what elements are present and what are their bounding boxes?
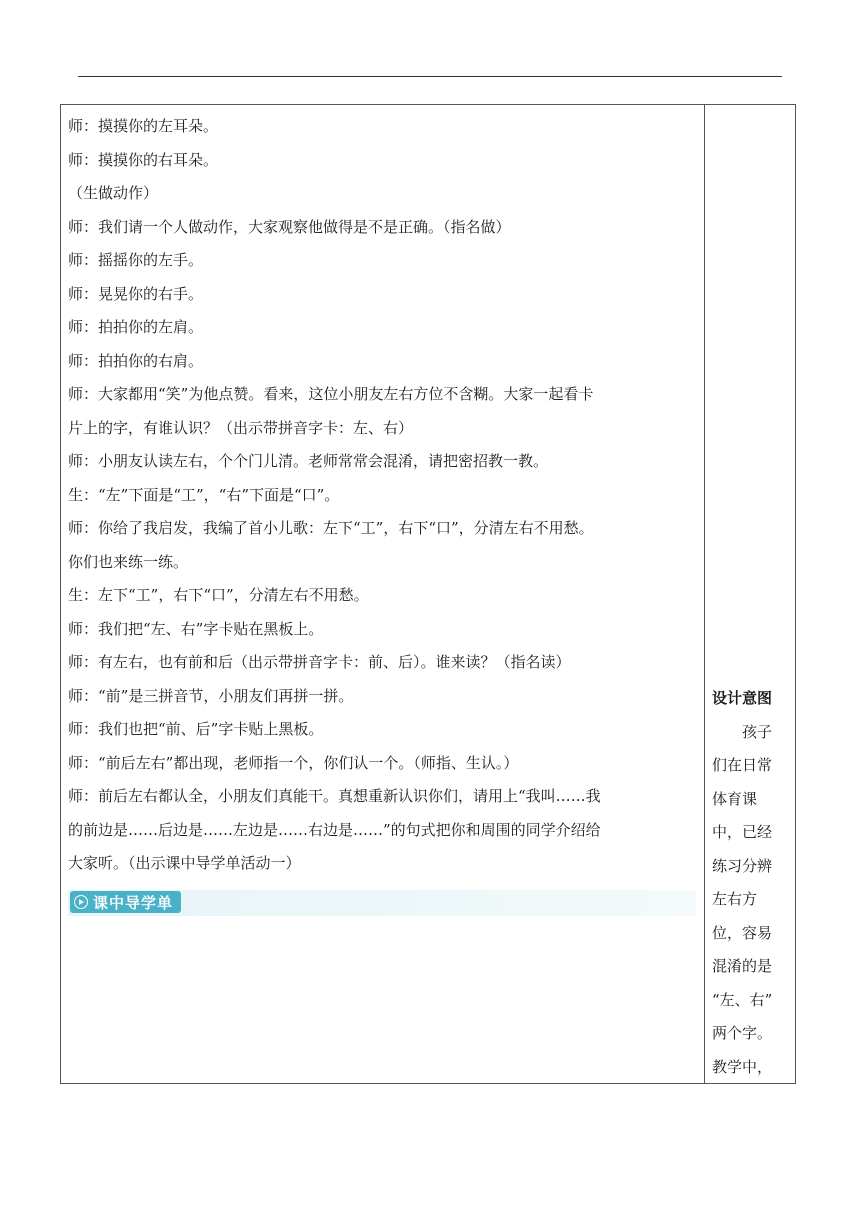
line-10: 片上的字，有谁认识？（出示带拼音字卡：左、右） [68,418,414,437]
side-line-6: 左右方 [712,890,758,908]
line-1: 师：摸摸你的左耳朵。 [68,117,219,135]
header-rule [78,76,782,77]
line-22: 的前边是……后边是……左边是……右边是……”的句式把你和周围的同学介绍给 [68,820,601,839]
line-17: 师：有左右，也有前和后（出示带拼音字卡：前、后）。谁来读？（指名读） [68,653,571,671]
line-20: 师：“前后左右”都出现，老师指一个，你们认一个。（师指、生认。） [68,753,519,772]
lesson-content [68,110,696,881]
line-23: 大家听。（出示课中导学单活动一） [68,854,301,872]
side-line-7: 位，容易 [712,923,773,942]
line-13: 师：你给了我启发，我编了首小儿歌：左下“工”，右下“口”，分清左右不用愁。 [68,519,594,537]
line-14: 你们也来练一练。 [68,552,189,571]
line-7: 师：拍拍你的左肩。 [68,318,204,336]
line-4: 师：我们请一个人做动作，大家观察他做得是不是正确。（指名做） [68,217,511,236]
line-12: 生：“左”下面是“工”，“右”下面是“口”。 [68,485,340,504]
design-intent-heading: 设计意图 [712,689,773,707]
line-6: 师：晃晃你的右手。 [68,284,204,303]
line-19: 师：我们也把“前、后”字卡贴上黑板。 [68,720,324,738]
line-8: 师：拍拍你的右肩。 [68,351,204,370]
line-3: （生做动作） [68,184,159,202]
side-line-9: “左、右” [712,990,773,1009]
side-line-4: 中，已经 [712,823,773,841]
design-intent-column [712,682,788,1084]
guide-tag [70,891,181,913]
line-15: 生：左下“工”，右下“口”，分清左右不用愁。 [68,586,369,604]
side-line-8: 混淆的是 [712,957,773,975]
guide-tag-label: 课中导学单 [93,893,174,912]
line-9: 师：大家都用“笑”为他点赞。看来，这位小朋友左右方位不含糊。大家一起看卡 [68,385,594,403]
guide-banner [68,890,696,916]
play-circle-icon [74,895,88,909]
line-21: 师：前后左右都认全，小朋友们真能干。真想重新认识你们，请用上“我叫……我 [68,787,601,805]
line-2: 师：摸摸你的右耳朵。 [68,150,219,169]
side-line-11: 教学中， [712,1057,773,1076]
side-line-10: 两个字。 [712,1024,773,1042]
line-5: 师：摇摇你的左手。 [68,251,204,269]
column-divider [704,104,705,1084]
side-line-1: 孩子 [712,722,773,741]
side-line-3: 体育课 [712,789,758,808]
side-line-5: 练习分辨 [712,856,773,875]
line-11: 师：小朋友认读左右，个个门儿清。老师常常会混淆，请把密招教一教。 [68,452,549,470]
side-line-2: 们在日常 [712,756,773,774]
line-16: 师：我们把“左、右”字卡贴在黑板上。 [68,619,324,638]
line-18: 师：“前”是三拼音节，小朋友们再拼一拼。 [68,686,354,705]
